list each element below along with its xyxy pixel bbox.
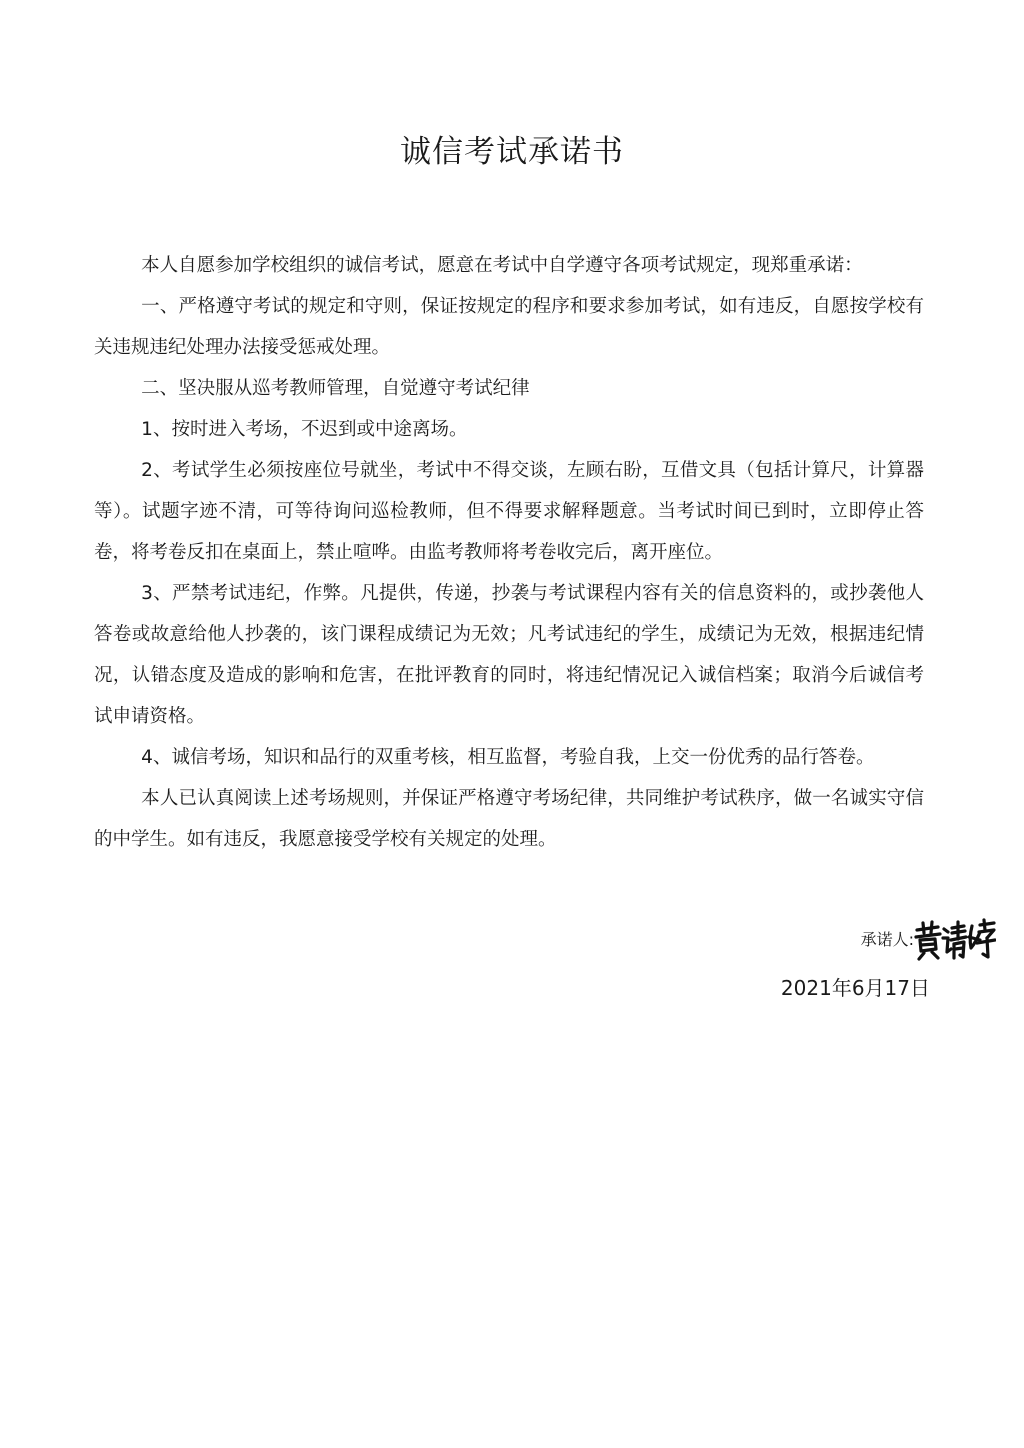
signer-label: 承诺人: — [860, 930, 914, 949]
paragraph-item-1: 1、按时进入考场，不迟到或中途离场。 — [141, 419, 468, 440]
paragraph-closing: 本人已认真阅读上述考场规则，并保证严格遵守考场纪律，共同维护考试秩序，做一名诚实守信的中学生。如有违反，我愿意接受学校有关规定的处理。 — [94, 788, 924, 850]
handwritten-signature — [914, 918, 996, 962]
paragraph-intro: 本人自愿参加学校组织的诚信考试，愿意在考试中自学遵守各项考试规定，现郑重承诺： — [141, 255, 863, 276]
document-title: 诚信考试承诺书 — [400, 134, 624, 170]
paragraph-item-4: 4、诚信考场，知识和品行的双重考核，相互监督，考验自我，上交一份优秀的品行答卷。 — [141, 747, 875, 768]
signature-line — [861, 918, 996, 962]
paragraph-clause-1: 一、严格遵守考试的规定和守则，保证按规定的程序和要求参加考试，如有违反，自愿按学校有关违规违纪处理办法接受惩戒处理。 — [94, 296, 924, 358]
paragraph-item-3: 3、严禁考试违纪，作弊。凡提供，传递，抄袭与考试课程内容有关的信息资料的，或抄袭他人答卷或故意给他人抄袭的，该门课程成绩记为无效；凡考试违纪的学生，成绩记为无效，根据违纪情况，认错态度及造成的影响和危害，在批评教育的同时，将违纪情况记入诚信档案；取消今后诚信考试申请资格。 — [94, 583, 924, 727]
paragraph-item-2: 2、考试学生必须按座位号就坐，考试中不得交谈，左顾右盼，互借文具（包括计算尺，计算器等）。试题字迹不清，可等待询问巡检教师，但不得要求解释题意。当考试时间已到时，立即停止答卷，将考卷反扣在桌面上，禁止喧哗。由监考教师将考卷收完后，离开座位。 — [94, 460, 924, 563]
paragraph-clause-2: 二、坚决服从巡考教师管理，自觉遵守考试纪律 — [141, 378, 530, 399]
document-body — [94, 245, 924, 860]
document-date: 2021年6月17日 — [780, 976, 930, 1000]
